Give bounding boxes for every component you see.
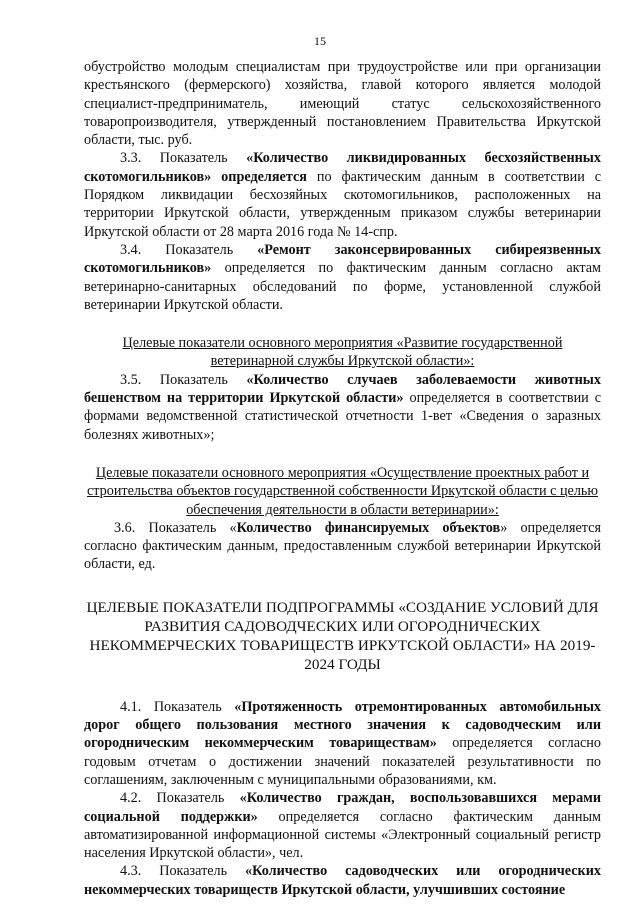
paragraph-rest: определяется в соответствии с формами ведомственной статистической отчетности 1-вет «Сведения о заразных болезнях животных»; <box>84 390 602 443</box>
paragraph-bold: «Количество ликвидированных бесхозяйственных скотомогильников» определяется <box>84 150 601 185</box>
paragraph-4-2 <box>84 789 601 862</box>
paragraph-rest: » определяется согласно фактическим данным, предоставленным службой ветеринарии Иркутской области, ед. <box>84 519 601 573</box>
paragraph-bold: «Количество случаев заболеваемости животных бешенством на территории Иркутской области» <box>84 371 601 407</box>
subprogram-heading: ЦЕЛЕВЫЕ ПОКАЗАТЕЛИ ПОДПРОГРАММЫ «СОЗДАНИЕ УСЛОВИЙ ДЛЯ РАЗВИТИЯ САДОВОДЧЕСКИХ ИЛИ ОГОРОДНИЧЕСКИХ НЕКОММЕРЧЕСКИХ ТОВАРИЩЕСТВ ИРКУТСКОЙ ОБЛАСТИ» НА 2019-2024 ГОДЫ <box>86 598 599 673</box>
paragraph-3-4 <box>84 241 601 314</box>
paragraph-4-3 <box>84 862 601 899</box>
paragraph-lead: 4.1. Показатель <box>120 698 235 715</box>
paragraph-4-1 <box>84 698 601 789</box>
paragraph-3-3 <box>84 149 601 240</box>
paragraph-rest: определяется согласно годовым отчетам о достижении значений показателей результативности по соглашениям, заключенным с муниципальными образованиями, км. <box>84 735 601 788</box>
paragraph-lead: 3.4. Показатель <box>120 241 258 258</box>
paragraph-bold: Количество финансируемых объектов <box>236 519 501 536</box>
section-subtitle-construction: Целевые показатели основного мероприятия «Осуществление проектных работ и строительства объектов государственной собственности Иркутской области с целью обеспечения деятельности в области ветеринарии»: <box>86 464 598 518</box>
paragraph-lead: 3.5. Показатель <box>120 371 247 388</box>
paragraph-rest: по фактическим данным в соответствии с Порядком ликвидации бесхозяйных скотомогильников, расположенных на территории Иркутской области, утвержденным приказом службы ветеринарии Иркутской области от 28 марта 2016 года № 14-спр. <box>84 168 602 240</box>
paragraph-lead: 3.3. Показатель <box>120 150 247 167</box>
section-subtitle-veterinary-service: Целевые показатели основного мероприятия «Развитие государственной ветеринарной службы Иркутской области»: <box>122 335 563 370</box>
paragraph-lead: 3.6. Показатель « <box>114 519 237 536</box>
paragraph-3-6 <box>84 519 601 574</box>
paragraph-rest: определяется по фактическим данным согласно актам ветеринарно-санитарных обследований по форме, установленной службой ветеринарии Иркутской области. <box>84 260 601 313</box>
paragraph-3-5 <box>84 371 601 444</box>
paragraph-bold: «Ремонт законсервированных сибиреязвенных скотомогильников» <box>84 241 601 277</box>
paragraph-lead: 4.2. Показатель <box>120 790 240 807</box>
page-number: 15 <box>314 34 326 48</box>
paragraph-lead: 4.3. Показатель <box>120 863 246 880</box>
paragraph-bold: «Количество граждан, воспользовавшихся мерами социальной поддержки» <box>84 790 601 825</box>
paragraph-bold: «Количество садоводческих или огороднических некоммерческих товариществ Иркутской области, улучшивших состояние <box>84 863 601 898</box>
paragraph-rest: определяется согласно фактическим данным автоматизированной информационной системы «Электронный социальный регистр населения Иркутской области», чел. <box>84 808 601 862</box>
paragraph-continuation: обустройство молодым специалистам при трудоустройстве или при организации крестьянского (фермерского) хозяйства, главой которого является молодой специалист-предприниматель, имеющий статус сельскохозяйственного товаропроизводителя, утвержденный постановлением Правительства Иркутской области, тыс. руб. <box>84 59 601 149</box>
page-content <box>84 58 601 899</box>
paragraph-bold: «Протяженность отремонтированных автомобильных дорог общего пользования местного значения к садоводческим или огородническим некоммерческим товариществам» <box>84 698 601 752</box>
